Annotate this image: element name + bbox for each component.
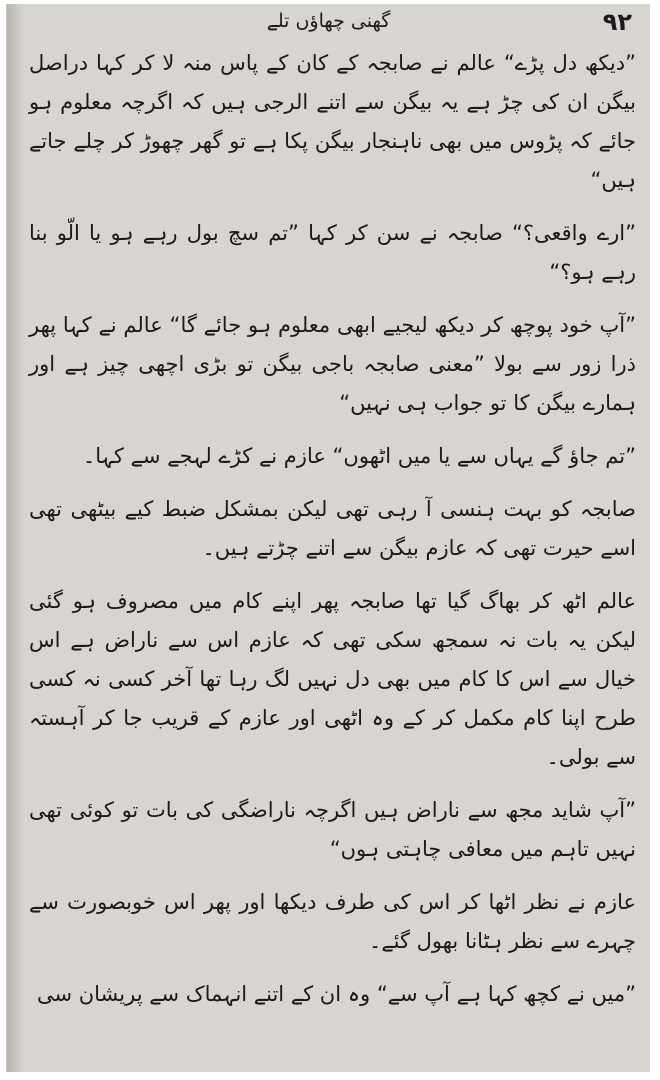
paragraph: صابجہ کو بہت ہنسی آ رہی تھی لیکن بمشکل ضبط کیے بیٹھی تھی اسے حیرت تھی کہ عازم بیگن سے اتنے چڑتے ہیں۔ [29, 497, 636, 560]
page-header [7, 8, 650, 42]
paragraph: عالم اٹھ کر بھاگ گیا تھا صابجہ پھر اپنے کام میں مصروف ہو گئی لیکن یہ بات نہ سمجھ سکی تھی کہ عازم اس سے ناراض ہے اس خیال سے اس کا کام میں بھی دل نہیں لگ رہا تھا آخر کسی نہ کسی طرح اپنا کام مکمل کر کے وہ اٹھی اور عازم کے قریب جا کر آہستہ سے بولی۔ [29, 589, 636, 769]
body-text [29, 44, 636, 1028]
paragraph: ”تم جاؤ گے یہاں سے یا میں اٹھوں“ عازم نے کڑے لہجے سے کہا۔ [82, 444, 636, 468]
paragraph: عازم نے نظر اٹھا کر اس کی طرف دیکھا اور پھر اس خوبصورت سے چہرے سے نظر ہٹانا بھول گئے۔ [29, 890, 636, 953]
page-number: ۹۲ [602, 8, 632, 36]
paragraph: ”آپ خود پوچھ کر دیکھ لیجیے ابھی معلوم ہو جائے گا“ عالم نے کہا پھر ذرا زور سے بولا ”معنی صابجہ باجی بیگن تو بڑی اچھی چیز ہے اور ہمارے بیگن کا تو جواب ہی نہیں“ [29, 313, 636, 415]
paragraph: ”دیکھ دل پڑے“ عالم نے صابجہ کے کان کے پاس منہ لا کر کہا دراصل بیگن ان کی چڑ ہے یہ بیگن سے اتنے الرجی ہیں کہ اگرچہ معلوم ہو جائے کہ پڑوس میں بھی ناہنجار بیگن پکا ہے تو گھر چھوڑ کر چلے جاتے ہیں“ [29, 51, 636, 192]
paragraph: ”ارے واقعی؟“ صابجہ نے سن کر کہا ”تم سچ بول رہے ہو یا الّو بنا رہے ہو؟“ [29, 221, 636, 284]
running-title: گھنی چھاؤں تلے [266, 10, 391, 32]
paragraph: ”میں نے کچھ کہا ہے آپ سے“ وہ ان کے اتنے انہماک سے پریشان سی [36, 982, 636, 1006]
paragraph: ”آپ شاید مجھ سے ناراض ہیں اگرچہ ناراضگی کی بات تو کوئی تھی نہیں تاہم میں معافی چاہتی ہوں“ [29, 798, 636, 861]
book-page [6, 4, 650, 1072]
